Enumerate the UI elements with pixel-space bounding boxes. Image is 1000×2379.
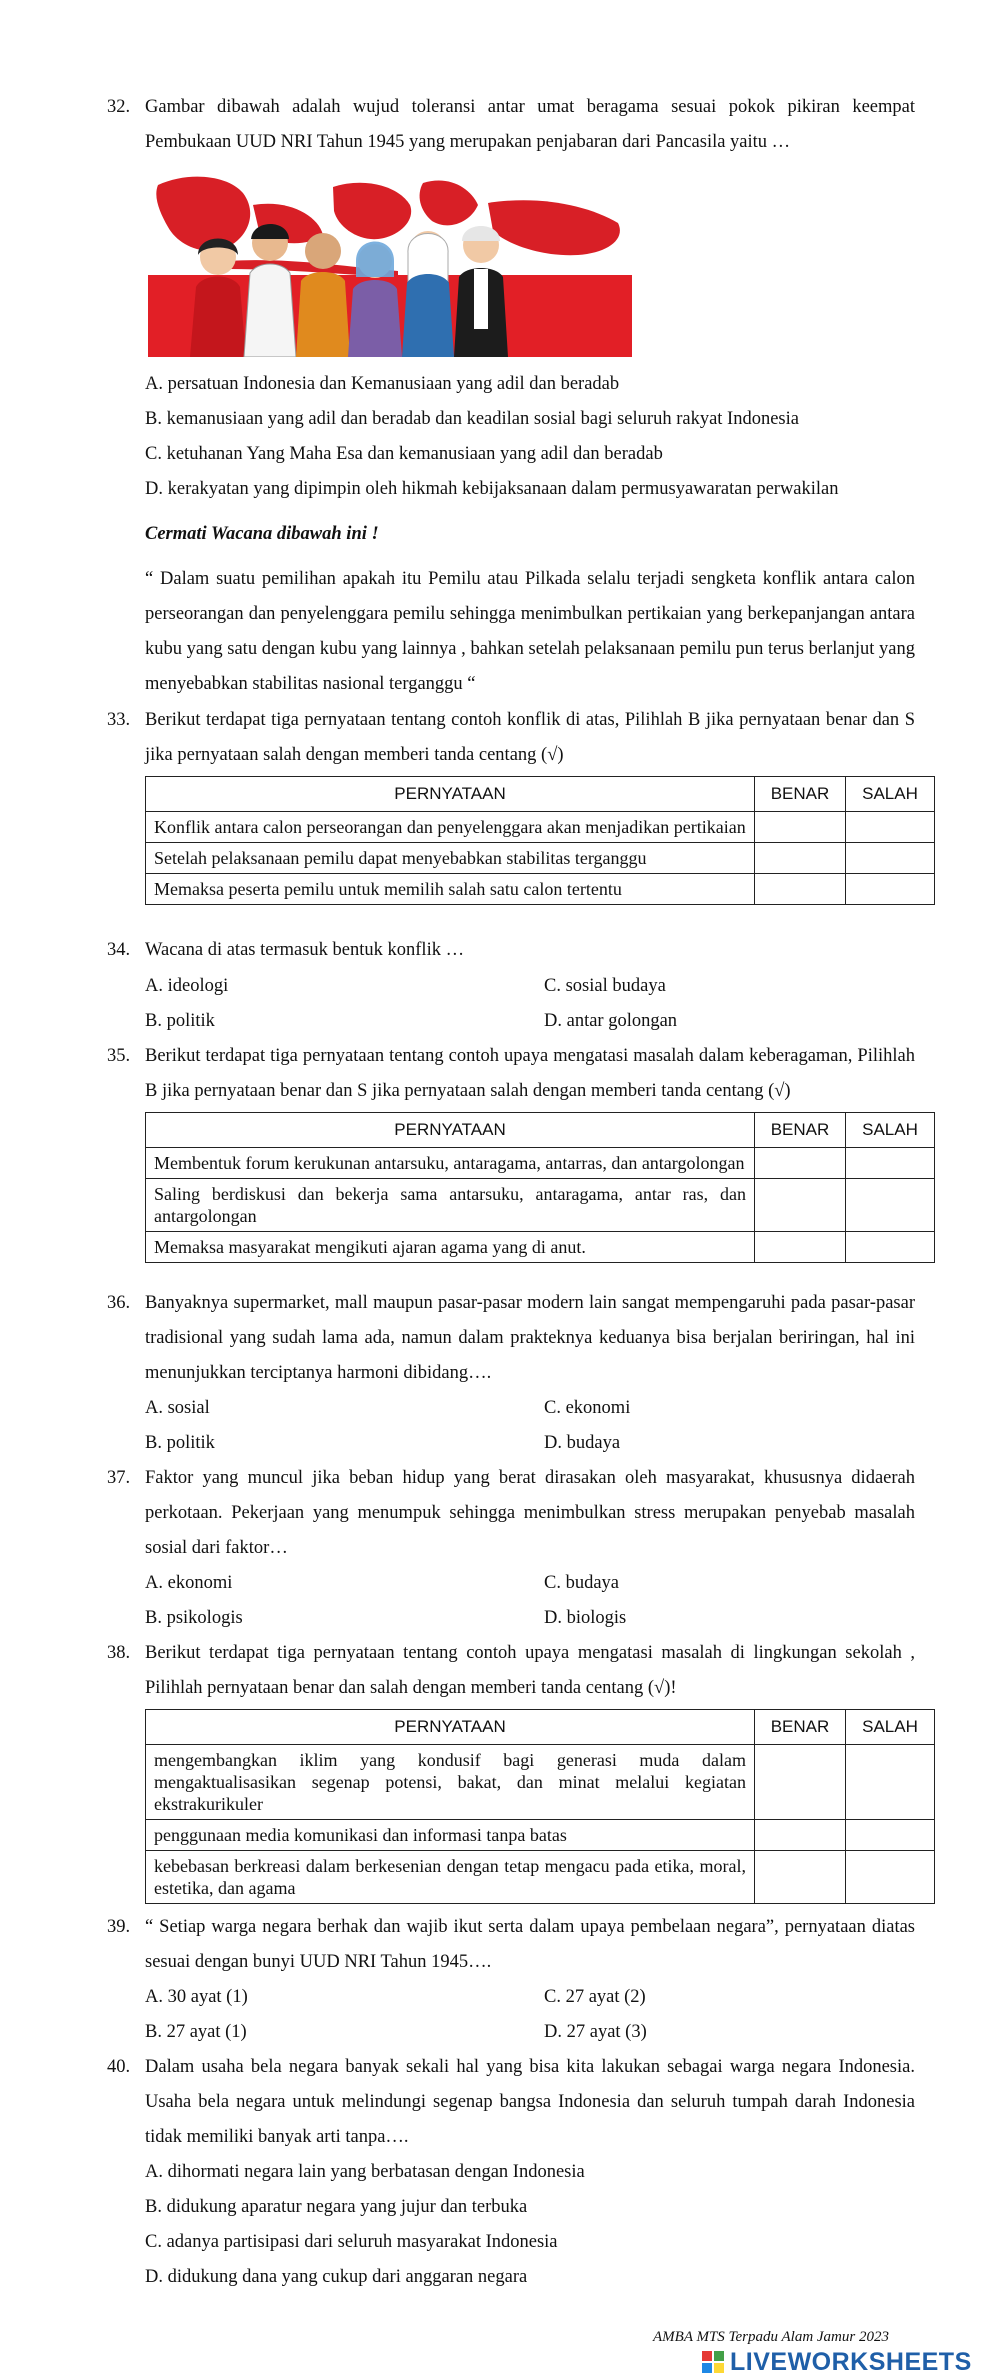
false-checkbox-cell[interactable] bbox=[846, 843, 935, 874]
question-number: 39. bbox=[107, 1917, 131, 1937]
header-false: SALAH bbox=[846, 1113, 935, 1148]
question-34 bbox=[107, 933, 915, 968]
question-text: Gambar dibawah adalah wujud toleransi antar umat beragama sesuai pokok pikiran keempat Pembukaan UUD NRI Tahun 1945 yang merupakan penjabaran dari Pancasila yaitu … bbox=[145, 97, 915, 152]
question-text: Berikut terdapat tiga pernyataan tentang contoh konflik di atas, Pilihlah B jika pernyataan benar dan S jika pernyataan salah dengan memberi tanda centang (√) bbox=[145, 710, 915, 765]
liveworksheets-logo-icon bbox=[702, 2351, 724, 2373]
statement-text: Saling berdiskusi dan bekerja sama antarsuku, antaragama, antar ras, dan antargolongan bbox=[146, 1179, 755, 1232]
question-text: Banyaknya supermarket, mall maupun pasar-pasar modern lain sangat mempengaruhi pada pasar-pasar tradisional yang sudah lama ada, namun dalam prakteknya keduanya bisa berjalan beriringan, hal ini menunjukkan terciptanya harmoni dibidang…. bbox=[145, 1293, 915, 1383]
header-true: BENAR bbox=[755, 1710, 846, 1745]
header-statement: PERNYATAAN bbox=[146, 1710, 755, 1745]
statement-text: Membentuk forum kerukunan antarsuku, antaragama, antarras, dan antargolongan bbox=[146, 1148, 755, 1179]
table-row bbox=[146, 812, 935, 843]
question-number: 37. bbox=[107, 1468, 131, 1488]
statement-text: Memaksa masyarakat mengikuti ajaran agama yang di anut. bbox=[146, 1232, 755, 1263]
tolerance-illustration bbox=[148, 165, 632, 357]
true-checkbox-cell[interactable] bbox=[755, 1851, 846, 1904]
true-checkbox-cell[interactable] bbox=[755, 812, 846, 843]
statement-text: Memaksa peserta pemilu untuk memilih salah satu calon tertentu bbox=[146, 874, 755, 905]
option-d[interactable]: D. didukung dana yang cukup dari anggaran negara bbox=[145, 2267, 528, 2287]
question-text: Dalam usaha bela negara banyak sekali hal yang bisa kita lakukan sebagai warga negara Indonesia. Usaha bela negara untuk melindungi segenap bangsa Indonesia dan seluruh tumpah darah Indonesia tidak memiliki banyak arti tanpa…. bbox=[145, 2057, 915, 2147]
option-d[interactable]: D. budaya bbox=[544, 1433, 621, 1453]
question-text: Faktor yang muncul jika beban hidup yang berat dirasakan oleh masyarakat, khususnya didaerah perkotaan. Pekerjaan yang menumpuk sehingga menimbulkan stress merupakan penyebab masalah sosial dari faktor… bbox=[145, 1468, 915, 1558]
question-text: Wacana di atas termasuk bentuk konflik … bbox=[145, 940, 465, 960]
question-33 bbox=[107, 703, 915, 773]
header-false: SALAH bbox=[846, 777, 935, 812]
footer-credit: AMBA MTS Terpadu Alam Jamur 2023 bbox=[653, 2329, 889, 2345]
table-row bbox=[146, 1820, 935, 1851]
option-a[interactable]: A. ekonomi bbox=[145, 1573, 233, 1593]
question-text: Berikut terdapat tiga pernyataan tentang contoh upaya mengatasi masalah di lingkungan sekolah , Pilihlah pernyataan benar dan salah dengan memberi tanda centang (√)! bbox=[145, 1643, 915, 1698]
statement-text: mengembangkan iklim yang kondusif bagi generasi muda dalam mengaktualisasikan segenap potensi, bakat, dan minat melalui kegiatan ekstrakurikuler bbox=[146, 1745, 755, 1820]
false-checkbox-cell[interactable] bbox=[846, 874, 935, 905]
question-36 bbox=[107, 1286, 915, 1391]
question-number: 40. bbox=[107, 2057, 131, 2077]
table-row bbox=[146, 843, 935, 874]
false-checkbox-cell[interactable] bbox=[846, 1820, 935, 1851]
question-39 bbox=[107, 1910, 915, 1980]
option-b[interactable]: B. 27 ayat (1) bbox=[145, 2022, 247, 2042]
option-a[interactable]: A. dihormati negara lain yang berbatasan dengan Indonesia bbox=[145, 2162, 585, 2182]
option-a[interactable]: A. ideologi bbox=[145, 976, 229, 996]
question-number: 38. bbox=[107, 1643, 131, 1663]
false-checkbox-cell[interactable] bbox=[846, 1851, 935, 1904]
question-number: 33. bbox=[107, 710, 131, 730]
question-number: 34. bbox=[107, 940, 131, 960]
brand-name: LIVEWORKSHEETS bbox=[730, 2347, 972, 2376]
option-c[interactable]: C. ekonomi bbox=[544, 1398, 631, 1418]
passage-heading: Cermati Wacana dibawah ini ! bbox=[145, 524, 379, 544]
table-row bbox=[146, 1232, 935, 1263]
question-number: 32. bbox=[107, 97, 131, 117]
statement-text: kebebasan berkreasi dalam berkesenian dengan tetap mengacu pada etika, moral, estetika, dan agama bbox=[146, 1851, 755, 1904]
false-checkbox-cell[interactable] bbox=[846, 1148, 935, 1179]
option-c[interactable]: C. budaya bbox=[544, 1573, 620, 1593]
statement-table-38 bbox=[145, 1709, 935, 1904]
false-checkbox-cell[interactable] bbox=[846, 812, 935, 843]
option-d[interactable]: D. biologis bbox=[544, 1608, 627, 1628]
option-d[interactable]: D. 27 ayat (3) bbox=[544, 2022, 647, 2042]
true-checkbox-cell[interactable] bbox=[755, 1232, 846, 1263]
true-checkbox-cell[interactable] bbox=[755, 1179, 846, 1232]
header-false: SALAH bbox=[846, 1710, 935, 1745]
true-checkbox-cell[interactable] bbox=[755, 1745, 846, 1820]
true-checkbox-cell[interactable] bbox=[755, 843, 846, 874]
question-32 bbox=[107, 90, 915, 160]
table-row bbox=[146, 874, 935, 905]
option-b[interactable]: B. politik bbox=[145, 1011, 215, 1031]
option-b[interactable]: B. psikologis bbox=[145, 1608, 243, 1628]
question-37 bbox=[107, 1461, 915, 1566]
question-number: 36. bbox=[107, 1293, 131, 1313]
header-true: BENAR bbox=[755, 777, 846, 812]
option-c[interactable]: C. 27 ayat (2) bbox=[544, 1987, 646, 2007]
question-number: 35. bbox=[107, 1046, 131, 1066]
option-a[interactable]: A. persatuan Indonesia dan Kemanusiaan yang adil dan beradab bbox=[145, 374, 620, 394]
header-statement: PERNYATAAN bbox=[146, 777, 755, 812]
header-statement: PERNYATAAN bbox=[146, 1113, 755, 1148]
option-d[interactable]: D. antar golongan bbox=[544, 1011, 678, 1031]
passage-text: “ Dalam suatu pemilihan apakah itu Pemilu atau Pilkada selalu terjadi sengketa konflik antara calon perseorangan dan penyelenggara pemilu sehingga menimbulkan pertikaian yang berkepanjangan antara kubu yang satu dengan kubu yang lainnya , bahkan setelah pelaksanaan pemilu pun terus berlanjut yang menyebabkan stabilitas nasional terganggu “ bbox=[145, 569, 915, 694]
table-row bbox=[146, 1179, 935, 1232]
question-38 bbox=[107, 1636, 915, 1706]
statement-text: penggunaan media komunikasi dan informasi tanpa batas bbox=[146, 1820, 755, 1851]
option-c[interactable]: C. sosial budaya bbox=[544, 976, 666, 996]
option-c[interactable]: C. ketuhanan Yang Maha Esa dan kemanusiaan yang adil dan beradab bbox=[145, 444, 663, 464]
true-checkbox-cell[interactable] bbox=[755, 1148, 846, 1179]
header-true: BENAR bbox=[755, 1113, 846, 1148]
false-checkbox-cell[interactable] bbox=[846, 1179, 935, 1232]
true-checkbox-cell[interactable] bbox=[755, 1820, 846, 1851]
table-row bbox=[146, 1148, 935, 1179]
option-d[interactable]: D. kerakyatan yang dipimpin oleh hikmah kebijaksanaan dalam permusyawaratan perwakilan bbox=[145, 479, 839, 499]
question-text: Berikut terdapat tiga pernyataan tentang contoh upaya mengatasi masalah dalam keberagaman, Pilihlah B jika pernyataan benar dan S jika pernyataan salah dengan memberi tanda centang (√) bbox=[145, 1046, 915, 1101]
question-40 bbox=[107, 2050, 915, 2155]
table-row bbox=[146, 1745, 935, 1820]
liveworksheets-brand[interactable] bbox=[702, 2348, 972, 2376]
true-checkbox-cell[interactable] bbox=[755, 874, 846, 905]
question-35 bbox=[107, 1039, 915, 1109]
option-b[interactable]: B. kemanusiaan yang adil dan beradab dan keadilan sosial bagi seluruh rakyat Indonesia bbox=[145, 409, 799, 429]
option-a[interactable]: A. sosial bbox=[145, 1398, 210, 1418]
statement-table-33 bbox=[145, 776, 935, 905]
statement-table-35 bbox=[145, 1112, 935, 1263]
statement-text: Setelah pelaksanaan pemilu dapat menyebabkan stabilitas terganggu bbox=[146, 843, 755, 874]
option-b[interactable]: B. didukung aparatur negara yang jujur dan terbuka bbox=[145, 2197, 528, 2217]
statement-text: Konflik antara calon perseorangan dan penyelenggara akan menjadikan pertikaian bbox=[146, 812, 755, 843]
option-a[interactable]: A. 30 ayat (1) bbox=[145, 1987, 248, 2007]
option-c[interactable]: C. adanya partisipasi dari seluruh masyarakat Indonesia bbox=[145, 2232, 558, 2252]
table-row bbox=[146, 1851, 935, 1904]
question-text: “ Setiap warga negara berhak dan wajib ikut serta dalam upaya pembelaan negara”, pernyataan diatas sesuai dengan bunyi UUD NRI Tahun 1945…. bbox=[145, 1917, 915, 1972]
option-b[interactable]: B. politik bbox=[145, 1433, 215, 1453]
false-checkbox-cell[interactable] bbox=[846, 1745, 935, 1820]
false-checkbox-cell[interactable] bbox=[846, 1232, 935, 1263]
